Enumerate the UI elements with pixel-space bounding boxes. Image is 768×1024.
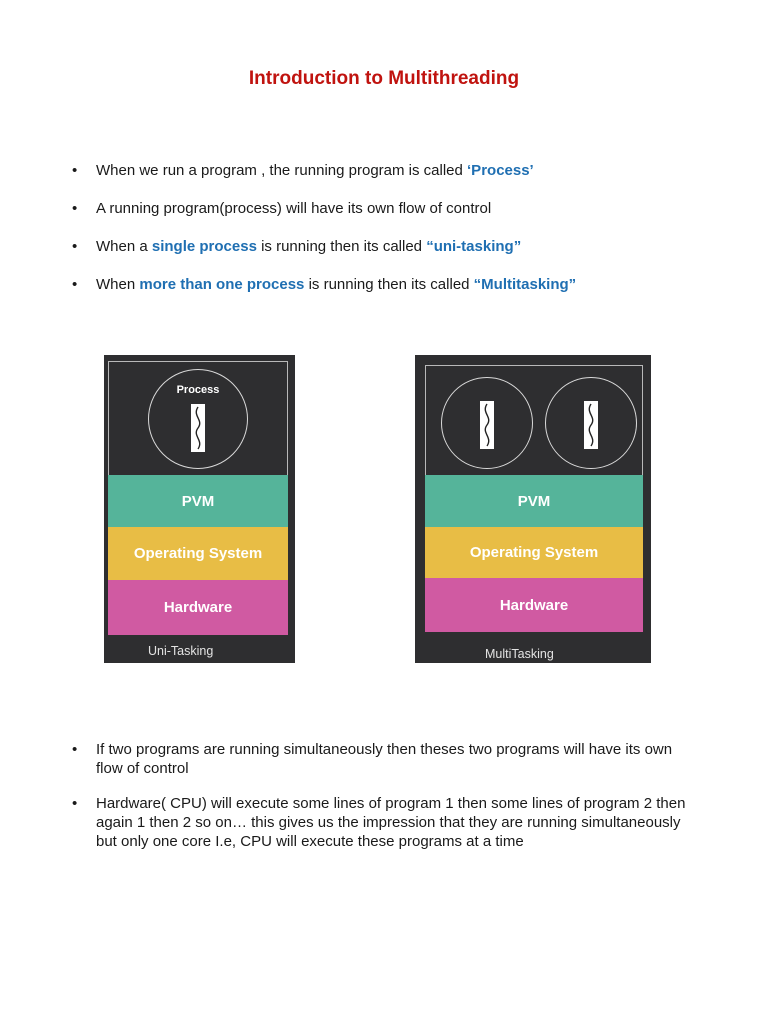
uni-tasking-diagram <box>104 355 295 663</box>
operating-system-layer: Operating System <box>425 527 643 578</box>
process-circle <box>148 369 248 469</box>
bullet-item <box>0 275 768 294</box>
bullet-dot: • <box>72 238 78 255</box>
thread-icon <box>191 404 205 452</box>
bullet-item <box>0 199 768 218</box>
bullet-text: Hardware( CPU) will execute some lines of program 1 then some lines of program 2 then again 1 then 2 so on… this gives us the impression that they are running simultaneously but only one core I.e, CPU will execute these programs at a time <box>96 795 686 850</box>
bullet-dot: • <box>72 741 78 758</box>
bullet-dot: • <box>72 200 78 217</box>
highlighted-term: single process <box>151 238 257 255</box>
highlighted-term: “uni-tasking” <box>426 238 522 255</box>
highlighted-term: “Multitasking” <box>473 276 577 293</box>
bullet-item <box>0 740 768 778</box>
diagram-caption: Uni-Tasking <box>148 644 214 658</box>
bullet-text: When <box>96 276 140 293</box>
multi-tasking-diagram <box>415 355 651 663</box>
thread-icon <box>584 401 598 449</box>
pvm-layer: PVM <box>108 475 288 527</box>
hardware-layer: Hardware <box>425 578 643 632</box>
pvm-layer: PVM <box>425 475 643 527</box>
bullet-item <box>0 161 768 180</box>
bullet-text: A running program(process) will have its own flow of control <box>96 200 492 217</box>
bullet-dot: • <box>72 162 78 179</box>
bullet-item <box>0 794 768 851</box>
bullet-dot: • <box>72 795 78 812</box>
thread-icon <box>480 401 494 449</box>
bullet-item <box>0 237 768 256</box>
bullet-text: When a <box>96 238 152 255</box>
bullet-text: If two programs are running simultaneously then theses two programs will have its own flow of control <box>96 741 673 777</box>
process-circle-1 <box>441 377 533 469</box>
operating-system-layer: Operating System <box>108 527 288 580</box>
process-circle-2 <box>545 377 637 469</box>
highlighted-term: more than one process <box>139 276 305 293</box>
bullet-text: When we run a program , the running program is called <box>96 162 468 179</box>
diagram-caption: MultiTasking <box>485 647 554 661</box>
intro-bullet-list <box>0 161 768 313</box>
page-title: Introduction to Multithreading <box>248 68 520 89</box>
hardware-layer: Hardware <box>108 580 288 635</box>
process-label: Process <box>176 384 220 396</box>
highlighted-term: ‘Process’ <box>467 162 534 179</box>
bullet-text: is running then its called <box>256 238 427 255</box>
bullet-text: is running then its called <box>304 276 474 293</box>
bullet-dot: • <box>72 276 78 293</box>
explanation-bullet-list <box>0 740 768 867</box>
